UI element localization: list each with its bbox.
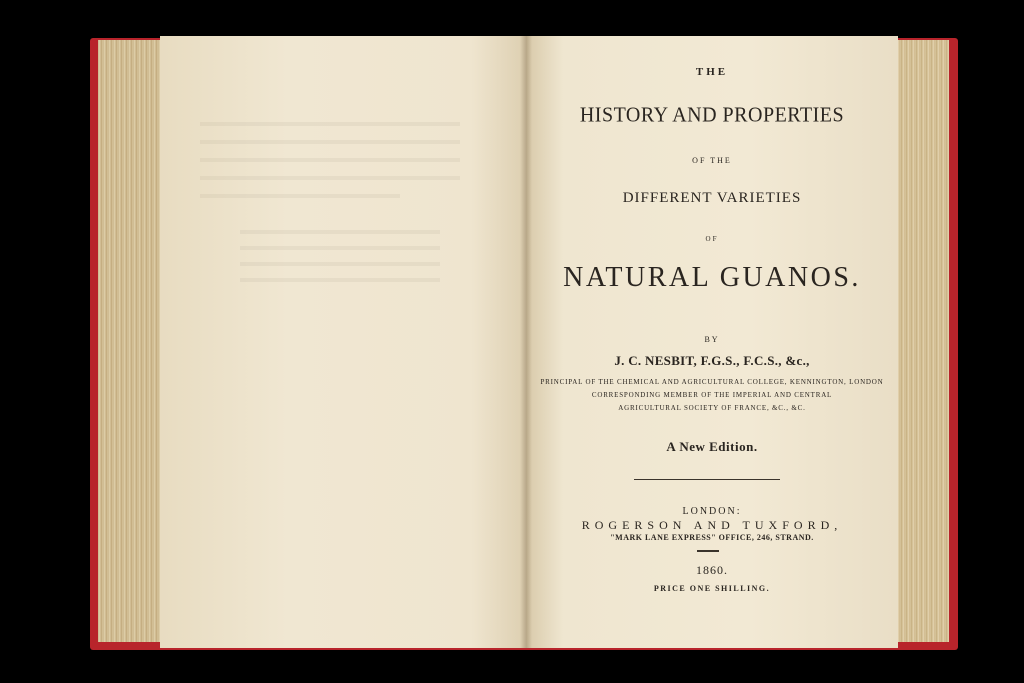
page-edges-left [98,40,162,642]
show-through-text [240,262,440,266]
publication-place: LONDON: [682,506,742,517]
publisher-office: "MARK LANE EXPRESS" OFFICE, 246, STRAND. [610,533,814,542]
title-line-1: HISTORY AND PROPERTIES [579,103,845,127]
page-edges-right [895,40,949,642]
publisher-name: ROGERSON AND TUXFORD, [581,518,843,532]
edition-label: A New Edition. [666,439,758,454]
show-through-text [200,122,460,126]
author-credential: AGRICULTURAL SOCIETY OF FRANCE, &C., &C. [618,404,806,412]
show-through-text [200,176,460,180]
left-page [160,36,526,648]
show-through-text [240,278,440,282]
author-credential: CORRESPONDING MEMBER OF THE IMPERIAL AND CENTRAL [591,391,833,399]
divider-rule [634,479,780,480]
by-label: BY [704,335,720,344]
publication-year: 1860. [696,563,728,577]
show-through-text [200,158,460,162]
title-of: OF [705,235,719,243]
title-line-2: DIFFERENT VARIETIES [622,190,802,206]
title-main: NATURAL GUANOS. [563,262,861,293]
title-of-the: OF THE [692,156,732,165]
title-the: THE [695,66,729,78]
price-label: PRICE ONE SHILLING. [653,584,771,593]
show-through-text [240,246,440,250]
show-through-text [200,194,400,198]
author-name: J. C. NESBIT, F.G.S., F.C.S., &c., [614,353,810,368]
show-through-text [240,230,440,234]
short-rule [697,550,719,552]
show-through-text [200,140,460,144]
author-credential: PRINCIPAL OF THE CHEMICAL AND AGRICULTURAL COLLEGE, KENNINGTON, LONDON [540,378,884,386]
